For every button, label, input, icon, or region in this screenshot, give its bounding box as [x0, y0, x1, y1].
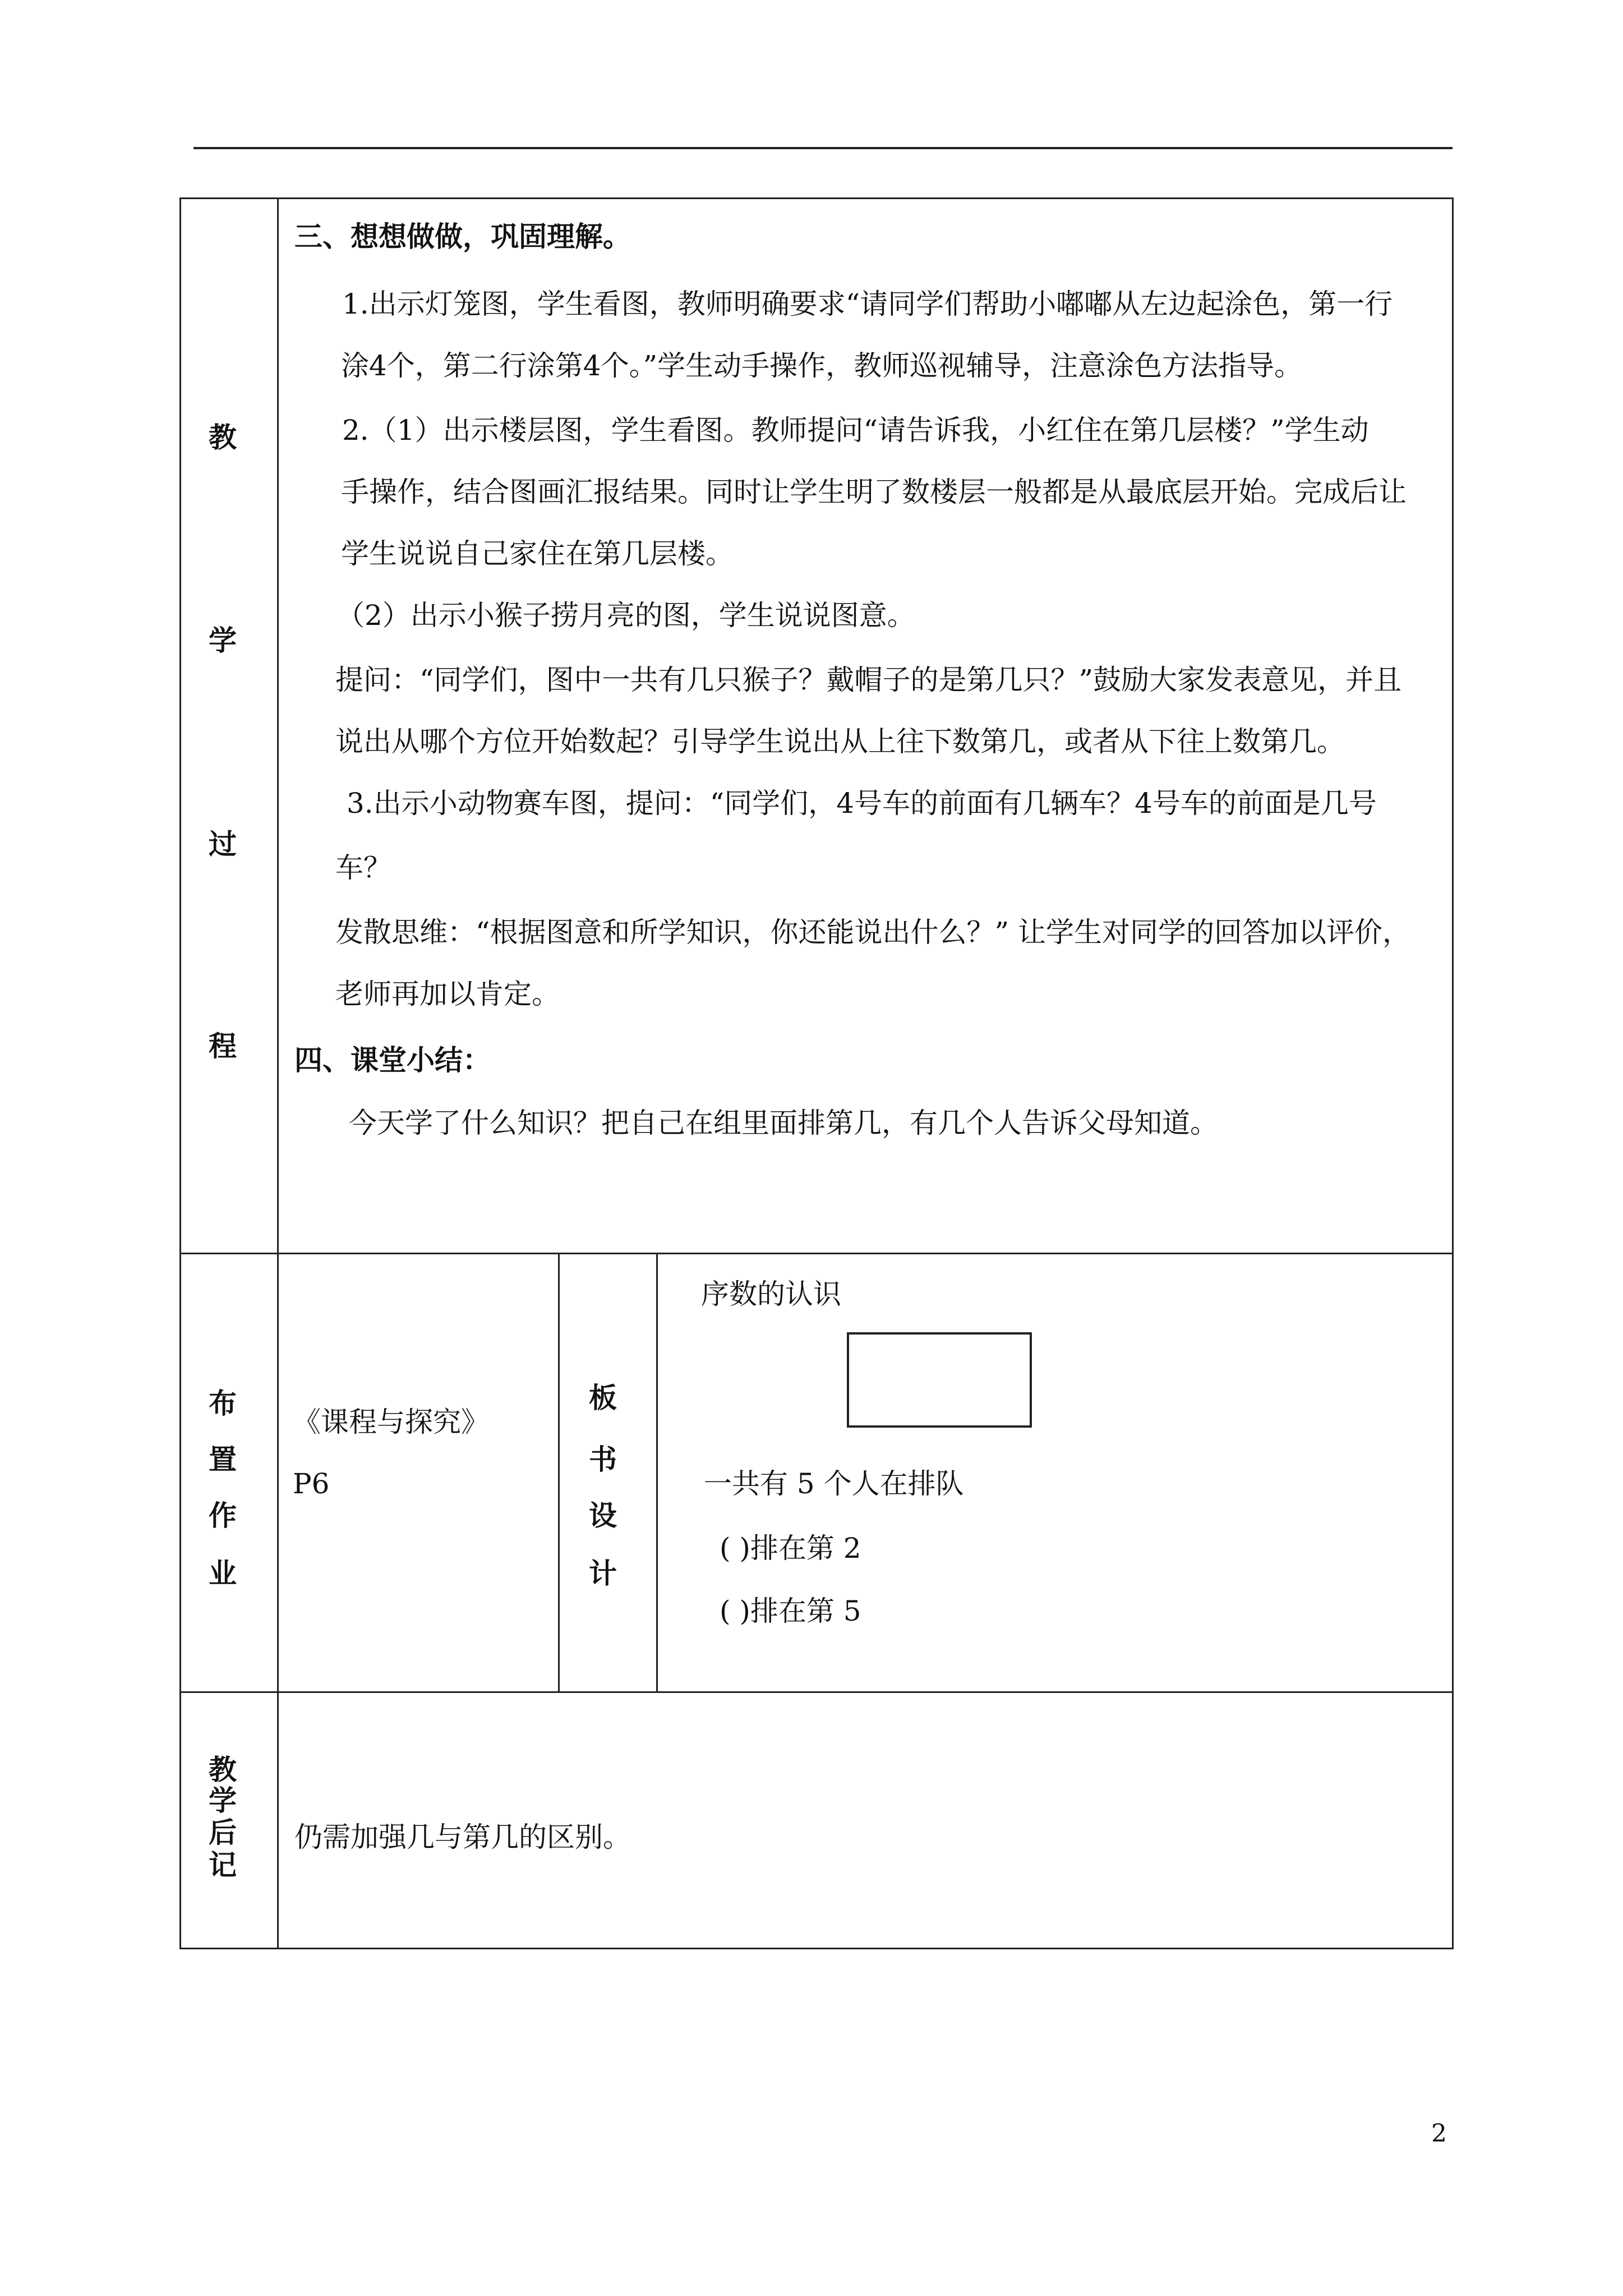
header-rule — [193, 147, 1453, 149]
process-line: 说出从哪个方位开始数起？引导学生说出从上往下数第几，或者从下往上数第几。 — [335, 725, 1345, 758]
homework-page: P6 — [293, 1467, 330, 1500]
notes-label-char: 学 — [209, 1784, 237, 1817]
process-label-char: 学 — [209, 624, 237, 657]
process-line: 发散思维：“根据图意和所学知识，你还能说出什么？” 让学生对同学的回答加以评价， — [335, 916, 1411, 949]
board-line: 一共有 5 个人在排队 — [704, 1467, 964, 1500]
homework-label-char: 作 — [209, 1499, 237, 1532]
notes-text: 仍需加强几与第几的区别。 — [294, 1821, 631, 1853]
process-line: 车？ — [335, 852, 391, 884]
row-divider-homework — [179, 1691, 1454, 1693]
board-line: ( )排在第 2 — [720, 1532, 861, 1565]
homework-label-char: 置 — [209, 1443, 237, 1476]
homework-label-char: 布 — [209, 1387, 237, 1420]
notes-label-char: 记 — [209, 1848, 237, 1881]
notes-label-char: 后 — [209, 1816, 237, 1849]
process-line: 3.出示小动物赛车图，提问：“同学们，4号车的前面有几辆车？4号车的前面是几号 — [347, 787, 1377, 820]
label-column-divider — [277, 197, 279, 1949]
board-label-divider — [656, 1253, 658, 1691]
process-label-char: 教 — [209, 421, 237, 454]
row-divider-process — [179, 1253, 1454, 1254]
process-line: 2.（1）出示楼层图，学生看图。教师提问“请告诉我，小红住在第几层楼？”学生动 — [342, 414, 1369, 447]
process-line: 学生说说自己家住在第几层楼。 — [341, 537, 734, 570]
board-label-char: 计 — [589, 1557, 617, 1590]
page-number: 2 — [1431, 2119, 1447, 2148]
board-title: 序数的认识 — [701, 1278, 841, 1310]
board-label-char: 书 — [589, 1443, 617, 1476]
process-line: 1.出示灯笼图，学生看图，教师明确要求“请同学们帮助小嘟嘟从左边起涂色，第一行 — [342, 288, 1393, 320]
board-line: ( )排在第 5 — [720, 1595, 861, 1627]
notes-label-char: 教 — [209, 1753, 237, 1786]
process-line: 提问：“同学们，图中一共有几只猴子？戴帽子的是第几只？”鼓励大家发表意见，并且 — [335, 664, 1402, 696]
process-label-char: 过 — [209, 827, 237, 861]
process-line: 手操作，结合图画汇报结果。同时让学生明了数楼层一般都是从最底层开始。完成后让 — [341, 476, 1407, 508]
board-blank-box — [847, 1332, 1032, 1428]
summary-text: 今天学了什么知识？把自己在组里面排第几，有几个人告诉父母知道。 — [349, 1107, 1218, 1139]
homework-board-divider — [558, 1253, 560, 1691]
board-label-char: 板 — [589, 1381, 617, 1414]
process-line: 涂4个，第二行涂第4个。”学生动手操作，教师巡视辅导，注意涂色方法指导。 — [341, 349, 1303, 382]
homework-book: 《课程与探究》 — [293, 1406, 489, 1438]
section3-title: 三、想想做做，巩固理解。 — [294, 220, 631, 253]
section4-title: 四、课堂小结： — [294, 1043, 491, 1076]
board-label-char: 设 — [589, 1499, 617, 1532]
process-line: 老师再加以肯定。 — [335, 978, 560, 1010]
homework-label-char: 业 — [209, 1557, 237, 1590]
process-label-char: 程 — [209, 1029, 237, 1062]
process-line: （2）出示小猴子捞月亮的图，学生说说图意。 — [336, 599, 915, 632]
